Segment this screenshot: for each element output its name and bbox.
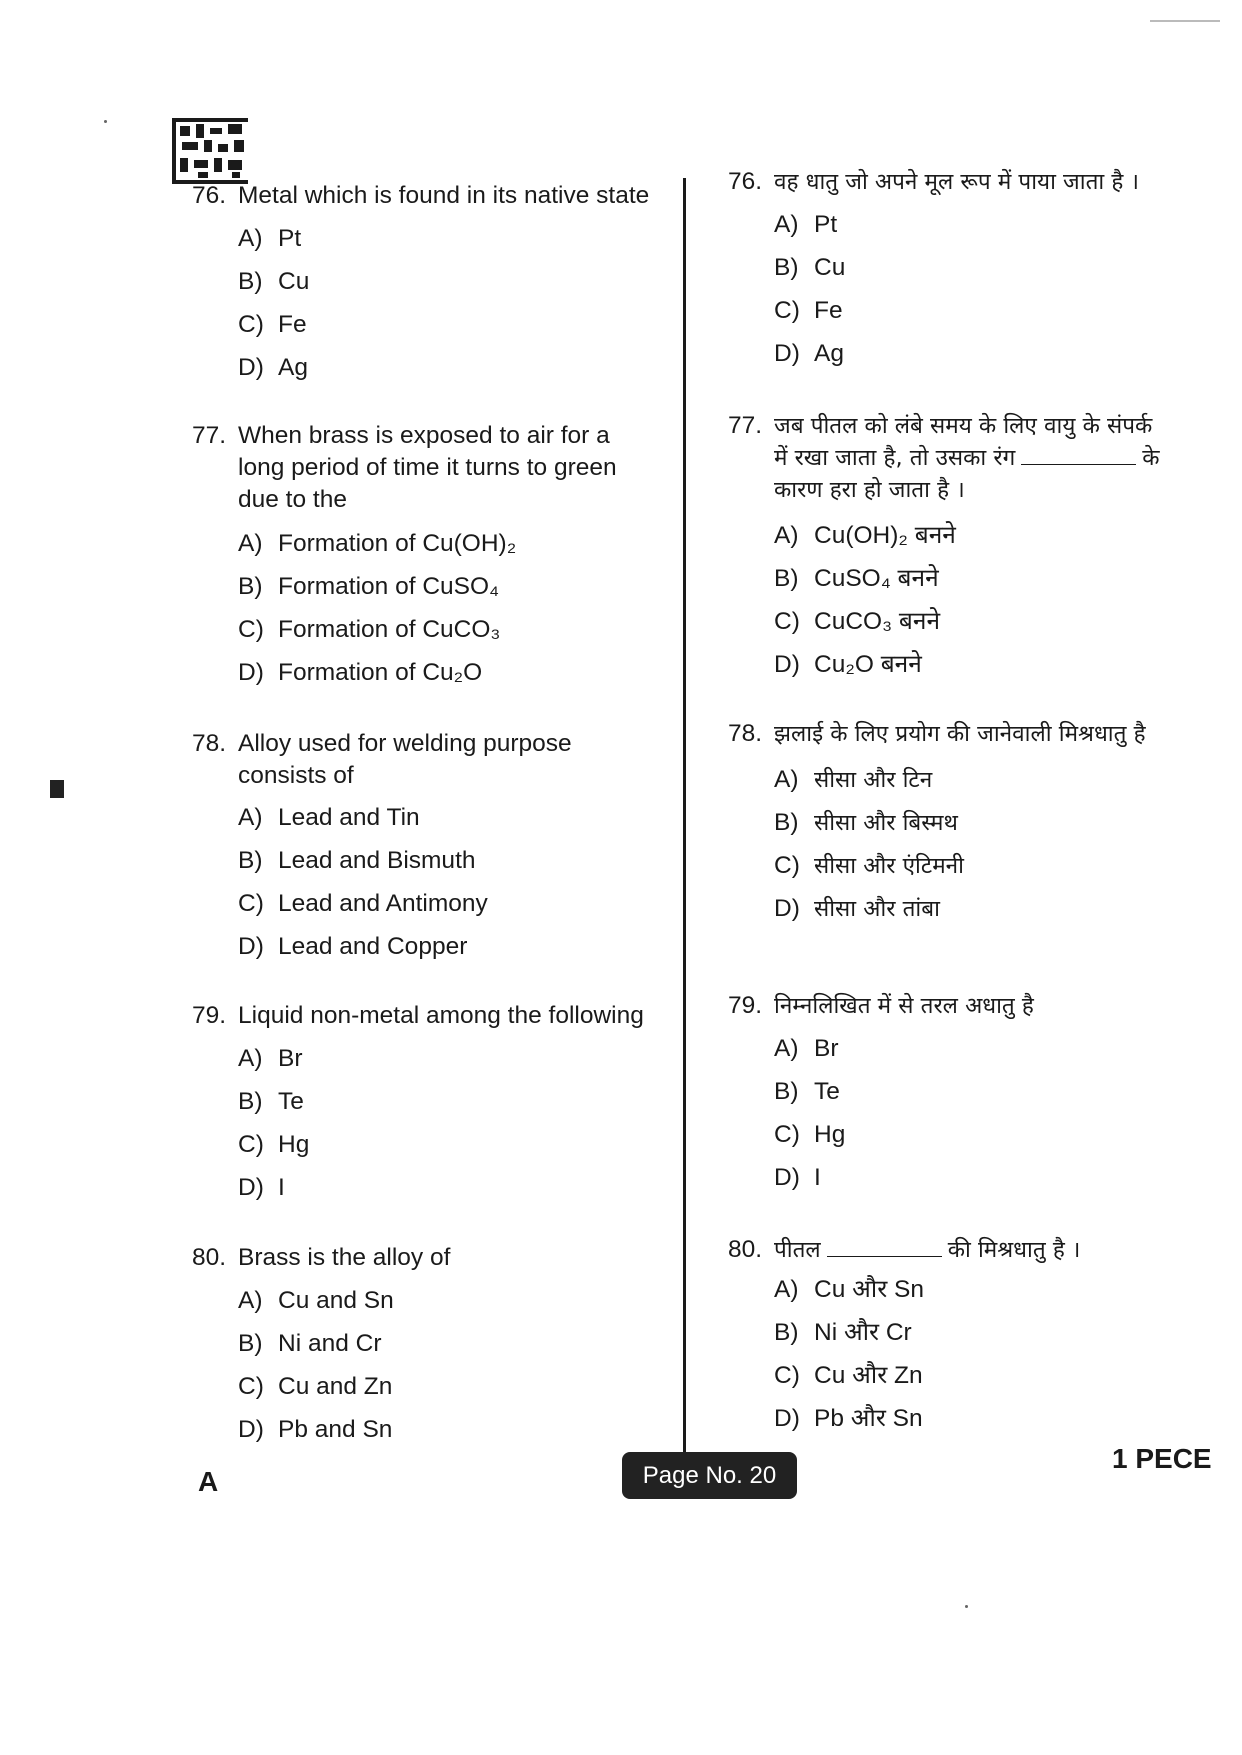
options-list (238, 1285, 394, 1457)
option-a: A) Pt (238, 225, 302, 252)
option-a: A) Lead and Tin (238, 804, 420, 831)
option-d: D) I (774, 1164, 821, 1191)
option-b: B) सीसा और बिस्मथ (774, 809, 958, 836)
paper-code: 1 PECE (1112, 1443, 1212, 1474)
scan-artifact-line (1150, 20, 1220, 22)
question-text (774, 410, 1204, 506)
question-number: 77. (192, 422, 227, 449)
options-list (238, 528, 516, 700)
question-line: Metal which is found in its native state (238, 182, 650, 209)
option-b: B) Formation of CuSO₄ (238, 573, 500, 600)
question-text: वह धातु जो अपने मूल रूप में पाया जाता है । (774, 169, 1140, 195)
option-b: B) Ni और Cr (774, 1319, 912, 1346)
option-b: B) Cu (238, 268, 310, 295)
option-a: A) Br (774, 1035, 839, 1062)
options-list (774, 764, 964, 936)
option-a: A) Cu and Sn (238, 1287, 394, 1314)
question-line: कारण हरा हो जाता है । (774, 477, 965, 503)
answer-blank (827, 1238, 942, 1257)
question-text: पीतल की मिश्रधातु है । (774, 1237, 1081, 1263)
question-number: 76. (728, 168, 763, 195)
question-number: 79. (728, 992, 763, 1019)
page-number-badge: Page No. 20 (622, 1452, 797, 1499)
question-text: निम्नलिखित में से तरल अधातु है (774, 993, 1034, 1019)
question-number: 79. (192, 1002, 227, 1029)
option-c: C) सीसा और एंटिमनी (774, 852, 964, 879)
question-number: 80. (192, 1244, 227, 1271)
option-a: A) सीसा और टिन (774, 766, 933, 793)
option-a: A) Cu और Sn (774, 1276, 924, 1303)
set-label: A (198, 1466, 219, 1497)
question-line: Liquid non-metal among the following (238, 1002, 644, 1029)
options-list (238, 802, 488, 974)
options-list (774, 209, 845, 381)
option-b: B) Lead and Bismuth (238, 847, 476, 874)
option-d: D) Ag (774, 340, 844, 367)
option-b: B) Te (774, 1078, 840, 1105)
option-c: C) Fe (774, 297, 843, 324)
option-a: A) Br (238, 1045, 303, 1072)
question-line: due to the (238, 486, 347, 513)
option-d: D) Ag (238, 354, 308, 381)
option-c: C) Cu and Zn (238, 1373, 393, 1400)
option-c: C) Cu और Zn (774, 1362, 923, 1389)
question-line: Alloy used for welding purpose (238, 730, 572, 757)
question-text (238, 1000, 678, 1032)
option-d: D) Formation of Cu₂O (238, 659, 483, 686)
question-text (238, 420, 678, 516)
options-list (774, 1033, 845, 1205)
question-number: 76. (192, 182, 227, 209)
question-text: झलाई के लिए प्रयोग की जानेवाली मिश्रधातु है (774, 721, 1146, 747)
scan-speck (965, 1605, 968, 1608)
option-c: C) Hg (774, 1121, 846, 1148)
margin-mark (50, 780, 64, 798)
option-b: B) Ni and Cr (238, 1330, 382, 1357)
option-d: D) सीसा और तांबा (774, 895, 940, 922)
option-d: D) Pb और Sn (774, 1405, 923, 1432)
option-d: D) Lead and Copper (238, 933, 468, 960)
column-divider (683, 178, 686, 1466)
option-d: D) I (238, 1174, 285, 1201)
question-line: long period of time it turns to green (238, 454, 617, 481)
option-a: A) Formation of Cu(OH)₂ (238, 530, 517, 557)
question-number: 78. (728, 720, 763, 747)
option-c: C) Fe (238, 311, 307, 338)
question-line: Brass is the alloy of (238, 1244, 451, 1271)
question-line: When brass is exposed to air for a (238, 422, 610, 449)
question-line: जब पीतल को लंबे समय के लिए वायु के संपर्क (774, 413, 1153, 439)
question-number: 78. (192, 730, 227, 757)
option-d: D) Cu₂O बनने (774, 651, 922, 678)
options-list (238, 1043, 309, 1215)
options-list (238, 223, 309, 395)
option-c: C) Lead and Antimony (238, 890, 488, 917)
option-c: C) CuCO₃ बनने (774, 608, 941, 635)
qr-code-icon (172, 118, 248, 184)
question-text (238, 728, 678, 792)
options-list (774, 1274, 924, 1446)
question-line: में रखा जाता है, तो उसका रंग के (774, 445, 1160, 471)
option-a: A) Pt (774, 211, 838, 238)
answer-blank (1021, 446, 1136, 465)
question-number: 77. (728, 412, 763, 439)
options-list (774, 520, 956, 692)
question-text (238, 180, 678, 212)
question-line: consists of (238, 762, 354, 789)
question-number: 80. (728, 1236, 763, 1263)
option-a: A) Cu(OH)₂ बनने (774, 522, 956, 549)
option-b: B) Cu (774, 254, 846, 281)
scan-speck (104, 120, 107, 123)
option-b: B) Te (238, 1088, 304, 1115)
question-text (238, 1242, 678, 1274)
option-d: D) Pb and Sn (238, 1416, 393, 1443)
option-c: C) Hg (238, 1131, 310, 1158)
option-c: C) Formation of CuCO₃ (238, 616, 501, 643)
option-b: B) CuSO₄ बनने (774, 565, 939, 592)
